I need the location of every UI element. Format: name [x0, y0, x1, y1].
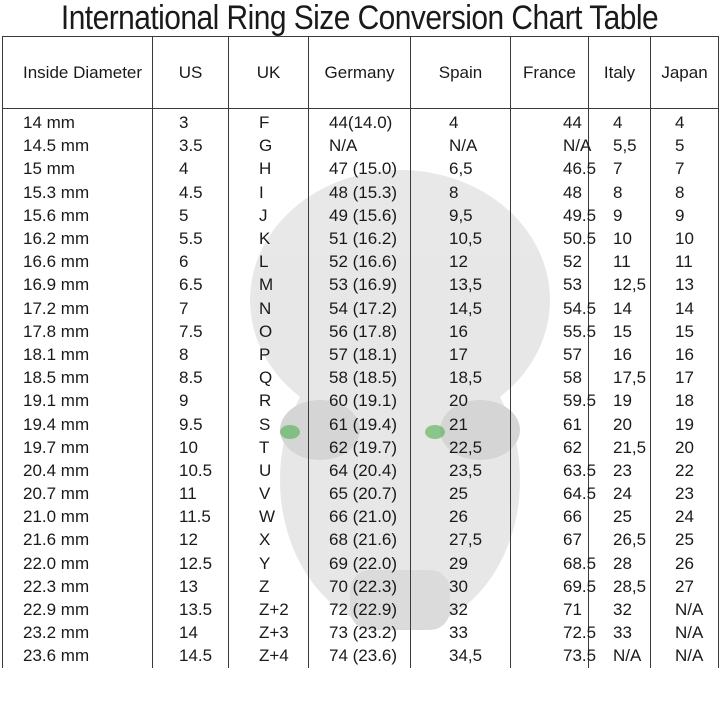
cell-inside-diameter: 22.3 mm: [3, 575, 153, 598]
cell-france: 53: [511, 273, 589, 296]
cell-germany: 74 (23.6): [309, 644, 411, 667]
cell-japan: 8: [651, 181, 719, 204]
table-row: [3, 436, 719, 459]
cell-japan: 23: [651, 482, 719, 505]
cell-japan: 20: [651, 436, 719, 459]
cell-italy: 14: [589, 297, 651, 320]
cell-japan: 9: [651, 204, 719, 227]
cell-spain: 20: [411, 389, 511, 412]
header-italy: Italy: [589, 37, 651, 109]
header-germany: Germany: [309, 37, 411, 109]
cell-us: 10.5: [153, 459, 229, 482]
cell-uk: I: [229, 181, 309, 204]
cell-germany: 57 (18.1): [309, 343, 411, 366]
table-row: [3, 412, 719, 435]
cell-uk: N: [229, 297, 309, 320]
cell-inside-diameter: 16.6 mm: [3, 250, 153, 273]
cell-germany: 69 (22.0): [309, 552, 411, 575]
cell-inside-diameter: 20.4 mm: [3, 459, 153, 482]
cell-germany: N/A: [309, 134, 411, 157]
cell-spain: 12: [411, 250, 511, 273]
cell-uk: V: [229, 482, 309, 505]
cell-us: 13: [153, 575, 229, 598]
cell-italy: 11: [589, 250, 651, 273]
cell-inside-diameter: 16.2 mm: [3, 227, 153, 250]
table-row: [3, 505, 719, 528]
cell-italy: 16: [589, 343, 651, 366]
cell-uk: F: [229, 109, 309, 135]
cell-spain: N/A: [411, 134, 511, 157]
table-row: [3, 343, 719, 366]
cell-italy: 23: [589, 459, 651, 482]
cell-france: 64.5: [511, 482, 589, 505]
cell-germany: 52 (16.6): [309, 250, 411, 273]
cell-japan: 16: [651, 343, 719, 366]
cell-france: 46.5: [511, 157, 589, 180]
cell-us: 8: [153, 343, 229, 366]
cell-uk: M: [229, 273, 309, 296]
cell-uk: Z+2: [229, 598, 309, 621]
cell-japan: 14: [651, 297, 719, 320]
cell-inside-diameter: 23.6 mm: [3, 644, 153, 667]
cell-italy: N/A: [589, 644, 651, 667]
cell-germany: 65 (20.7): [309, 482, 411, 505]
cell-us: 10: [153, 436, 229, 459]
cell-france: 71: [511, 598, 589, 621]
cell-inside-diameter: 20.7 mm: [3, 482, 153, 505]
cell-spain: 25: [411, 482, 511, 505]
cell-spain: 10,5: [411, 227, 511, 250]
table-row: [3, 598, 719, 621]
cell-uk: J: [229, 204, 309, 227]
cell-us: 5: [153, 204, 229, 227]
cell-france: 72.5: [511, 621, 589, 644]
cell-japan: 5: [651, 134, 719, 157]
cell-italy: 15: [589, 320, 651, 343]
cell-germany: 49 (15.6): [309, 204, 411, 227]
cell-spain: 14,5: [411, 297, 511, 320]
cell-uk: W: [229, 505, 309, 528]
cell-uk: O: [229, 320, 309, 343]
cell-france: 62: [511, 436, 589, 459]
table-row: [3, 575, 719, 598]
table-row: [3, 528, 719, 551]
cell-japan: 15: [651, 320, 719, 343]
cell-italy: 32: [589, 598, 651, 621]
cell-france: 44: [511, 109, 589, 135]
table-row: [3, 227, 719, 250]
cell-france: 57: [511, 343, 589, 366]
cell-uk: Z+3: [229, 621, 309, 644]
cell-spain: 17: [411, 343, 511, 366]
cell-inside-diameter: 14 mm: [3, 109, 153, 135]
cell-inside-diameter: 15.3 mm: [3, 181, 153, 204]
cell-italy: 17,5: [589, 366, 651, 389]
cell-germany: 66 (21.0): [309, 505, 411, 528]
cell-inside-diameter: 14.5 mm: [3, 134, 153, 157]
table-row: [3, 109, 719, 135]
cell-germany: 44(14.0): [309, 109, 411, 135]
cell-italy: 8: [589, 181, 651, 204]
cell-inside-diameter: 18.5 mm: [3, 366, 153, 389]
cell-japan: 24: [651, 505, 719, 528]
cell-germany: 47 (15.0): [309, 157, 411, 180]
cell-spain: 32: [411, 598, 511, 621]
cell-inside-diameter: 19.7 mm: [3, 436, 153, 459]
cell-france: 67: [511, 528, 589, 551]
cell-japan: 27: [651, 575, 719, 598]
cell-japan: 18: [651, 389, 719, 412]
cell-us: 14: [153, 621, 229, 644]
cell-japan: 26: [651, 552, 719, 575]
cell-germany: 53 (16.9): [309, 273, 411, 296]
table-row: [3, 552, 719, 575]
table-row: [3, 621, 719, 644]
cell-spain: 6,5: [411, 157, 511, 180]
cell-japan: 19: [651, 412, 719, 435]
cell-spain: 9,5: [411, 204, 511, 227]
cell-uk: Q: [229, 366, 309, 389]
header-inside-diameter: Inside Diameter: [3, 37, 153, 109]
cell-inside-diameter: 19.1 mm: [3, 389, 153, 412]
cell-uk: U: [229, 459, 309, 482]
cell-us: 4: [153, 157, 229, 180]
cell-italy: 21,5: [589, 436, 651, 459]
table-row: [3, 389, 719, 412]
cell-us: 5.5: [153, 227, 229, 250]
cell-uk: K: [229, 227, 309, 250]
cell-france: 63.5: [511, 459, 589, 482]
table-row: [3, 297, 719, 320]
cell-us: 6.5: [153, 273, 229, 296]
cell-france: 69.5: [511, 575, 589, 598]
cell-spain: 30: [411, 575, 511, 598]
cell-japan: N/A: [651, 644, 719, 667]
cell-italy: 4: [589, 109, 651, 135]
cell-italy: 33: [589, 621, 651, 644]
cell-us: 6: [153, 250, 229, 273]
cell-germany: 68 (21.6): [309, 528, 411, 551]
cell-us: 9: [153, 389, 229, 412]
cell-us: 3: [153, 109, 229, 135]
cell-inside-diameter: 15 mm: [3, 157, 153, 180]
header-uk: UK: [229, 37, 309, 109]
cell-spain: 23,5: [411, 459, 511, 482]
cell-germany: 72 (22.9): [309, 598, 411, 621]
cell-japan: N/A: [651, 621, 719, 644]
cell-italy: 25: [589, 505, 651, 528]
cell-inside-diameter: 16.9 mm: [3, 273, 153, 296]
cell-inside-diameter: 22.0 mm: [3, 552, 153, 575]
header-row: [3, 37, 719, 109]
cell-uk: Z+4: [229, 644, 309, 667]
cell-uk: L: [229, 250, 309, 273]
cell-spain: 29: [411, 552, 511, 575]
table-row: [3, 482, 719, 505]
cell-inside-diameter: 18.1 mm: [3, 343, 153, 366]
cell-italy: 5,5: [589, 134, 651, 157]
cell-italy: 19: [589, 389, 651, 412]
cell-inside-diameter: 21.6 mm: [3, 528, 153, 551]
cell-uk: R: [229, 389, 309, 412]
cell-france: 59.5: [511, 389, 589, 412]
cell-japan: 7: [651, 157, 719, 180]
cell-us: 9.5: [153, 412, 229, 435]
cell-us: 3.5: [153, 134, 229, 157]
table-row: [3, 181, 719, 204]
cell-france: 50.5: [511, 227, 589, 250]
cell-us: 11: [153, 482, 229, 505]
cell-uk: Y: [229, 552, 309, 575]
cell-germany: 70 (22.3): [309, 575, 411, 598]
cell-spain: 13,5: [411, 273, 511, 296]
cell-germany: 56 (17.8): [309, 320, 411, 343]
cell-uk: T: [229, 436, 309, 459]
cell-inside-diameter: 23.2 mm: [3, 621, 153, 644]
cell-france: 55.5: [511, 320, 589, 343]
cell-italy: 9: [589, 204, 651, 227]
cell-uk: G: [229, 134, 309, 157]
table-row: [3, 204, 719, 227]
table-row: [3, 320, 719, 343]
cell-italy: 24: [589, 482, 651, 505]
cell-spain: 22,5: [411, 436, 511, 459]
cell-germany: 60 (19.1): [309, 389, 411, 412]
cell-spain: 18,5: [411, 366, 511, 389]
cell-us: 4.5: [153, 181, 229, 204]
header-france: France: [511, 37, 589, 109]
cell-germany: 51 (16.2): [309, 227, 411, 250]
cell-germany: 54 (17.2): [309, 297, 411, 320]
table-row: [3, 157, 719, 180]
header-japan: Japan: [651, 37, 719, 109]
cell-france: 54.5: [511, 297, 589, 320]
cell-germany: 48 (15.3): [309, 181, 411, 204]
cell-italy: 7: [589, 157, 651, 180]
table-row: [3, 366, 719, 389]
cell-uk: P: [229, 343, 309, 366]
cell-france: 58: [511, 366, 589, 389]
cell-france: 61: [511, 412, 589, 435]
cell-italy: 12,5: [589, 273, 651, 296]
cell-germany: 62 (19.7): [309, 436, 411, 459]
cell-inside-diameter: 17.8 mm: [3, 320, 153, 343]
cell-uk: H: [229, 157, 309, 180]
cell-france: 68.5: [511, 552, 589, 575]
cell-us: 7: [153, 297, 229, 320]
cell-italy: 28,5: [589, 575, 651, 598]
cell-france: 49.5: [511, 204, 589, 227]
cell-france: 66: [511, 505, 589, 528]
cell-spain: 26: [411, 505, 511, 528]
cell-japan: 13: [651, 273, 719, 296]
cell-us: 12: [153, 528, 229, 551]
cell-us: 11.5: [153, 505, 229, 528]
cell-italy: 26,5: [589, 528, 651, 551]
cell-us: 8.5: [153, 366, 229, 389]
cell-japan: N/A: [651, 598, 719, 621]
page-title: International Ring Size Conversion Chart Table: [60, 0, 659, 37]
cell-inside-diameter: 21.0 mm: [3, 505, 153, 528]
cell-germany: 58 (18.5): [309, 366, 411, 389]
cell-france: N/A: [511, 134, 589, 157]
table-row: [3, 459, 719, 482]
cell-germany: 73 (23.2): [309, 621, 411, 644]
table-row: [3, 134, 719, 157]
cell-france: 73.5: [511, 644, 589, 667]
cell-japan: 4: [651, 109, 719, 135]
cell-inside-diameter: 22.9 mm: [3, 598, 153, 621]
table-row: [3, 250, 719, 273]
cell-italy: 10: [589, 227, 651, 250]
cell-inside-diameter: 17.2 mm: [3, 297, 153, 320]
cell-uk: Z: [229, 575, 309, 598]
cell-spain: 27,5: [411, 528, 511, 551]
cell-germany: 61 (19.4): [309, 412, 411, 435]
header-us: US: [153, 37, 229, 109]
cell-uk: S: [229, 412, 309, 435]
cell-japan: 10: [651, 227, 719, 250]
cell-france: 52: [511, 250, 589, 273]
cell-france: 48: [511, 181, 589, 204]
cell-italy: 28: [589, 552, 651, 575]
cell-italy: 20: [589, 412, 651, 435]
cell-uk: X: [229, 528, 309, 551]
cell-japan: 17: [651, 366, 719, 389]
table-row: [3, 273, 719, 296]
ring-size-table: [2, 36, 719, 668]
cell-us: 13.5: [153, 598, 229, 621]
cell-germany: 64 (20.4): [309, 459, 411, 482]
cell-spain: 21: [411, 412, 511, 435]
cell-spain: 34,5: [411, 644, 511, 667]
cell-spain: 4: [411, 109, 511, 135]
cell-spain: 16: [411, 320, 511, 343]
cell-japan: 11: [651, 250, 719, 273]
cell-spain: 33: [411, 621, 511, 644]
header-spain: Spain: [411, 37, 511, 109]
cell-us: 7.5: [153, 320, 229, 343]
cell-us: 14.5: [153, 644, 229, 667]
cell-inside-diameter: 15.6 mm: [3, 204, 153, 227]
table-row: [3, 644, 719, 667]
cell-japan: 25: [651, 528, 719, 551]
cell-japan: 22: [651, 459, 719, 482]
cell-us: 12.5: [153, 552, 229, 575]
cell-inside-diameter: 19.4 mm: [3, 412, 153, 435]
cell-spain: 8: [411, 181, 511, 204]
